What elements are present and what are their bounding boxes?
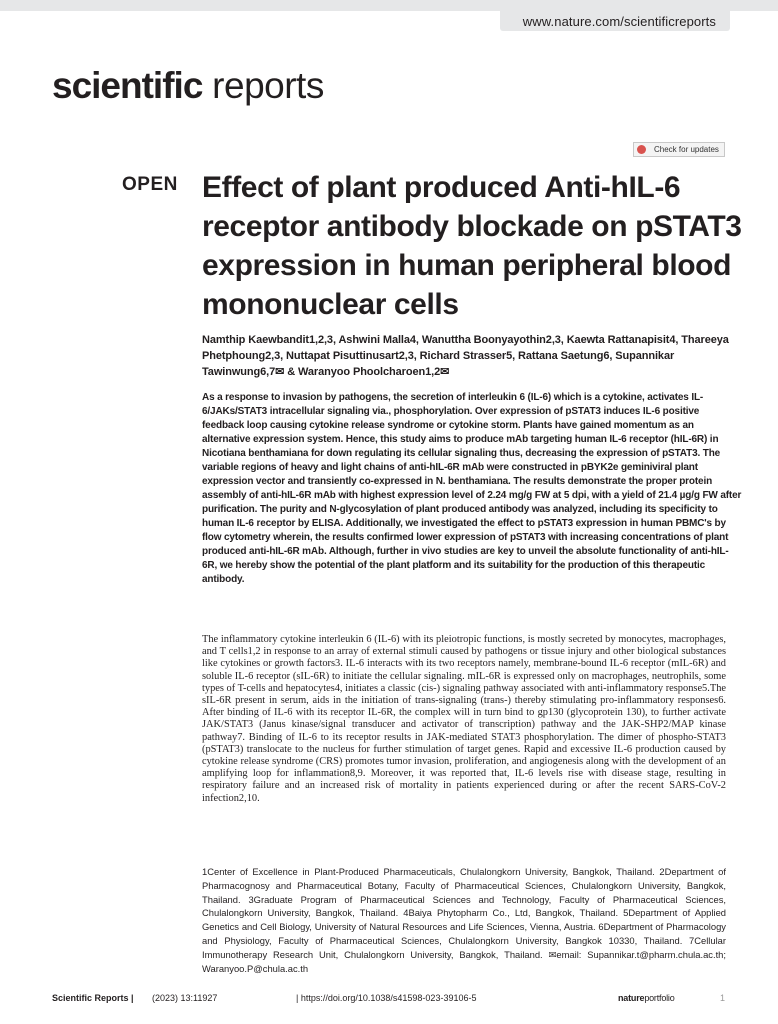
author-list: Namthip Kaewbandit1,2,3, Ashwini Malla4, Wanuttha Boonyayothin2,3, Kaewta Rattanapisit4, Thareeya Phetphoung2,3, Nuttapat Pisuttinusart2,3, Richard Strasser5, Rattana Saetung6, Supannikar Tawinwung6,7✉ & Waranyoo Phoolcharoen1,2✉ [202,334,729,378]
page-footer [52,993,732,1007]
footer-doi-link[interactable]: | https://doi.org/10.1038/s41598-023-39106-5 [296,993,477,1003]
journal-logo-light: reports [202,65,324,106]
open-access-label: OPEN [122,174,178,195]
page-number: 1 [720,993,726,1003]
url-tab [500,0,730,31]
abstract: As a response to invasion by pathogens, the secretion of interleukin 6 (IL-6) which is a cytokine, activates IL-6/JAKs/STAT3 intracellular signaling via., phosphorylation. Over expression of pSTAT3 induces IL-6 positive feedback loop causing cytokine release syndrome or cytokine storm. Plants have gained momentum as an alternative expression system. Hence, this study aims to produce mAb targeting human IL-6 receptor (hIL-6R) in Nicotiana benthamiana for down regulating its cellular signaling thus, decreasing the expression of pSTAT3. The variable regions of heavy and light chains of anti-hIL-6R mAb were constructed in pBYK2e geminiviral plant expression vector and transiently co-expressed in N. benthamiana. The results demonstrate the proper protein assembly of anti-hIL-6R mAb with highest expression level of 2.24 mg/g FW at 5 dpi, with a yield of 21.4 µg/g FW after purification. The purity and N-glycosylation of plant produced antibody was analyzed, including its specificity to human IL-6 receptor by ELISA. Additionally, we investigated the effect to pSTAT3 expression in human PBMC's by flow cytometry wherein, the results confirmed lower expression of pSTAT3 with increasing concentrations of plant produced anti-hIL-6R mAb. Although, further in vivo studies are key to unveil the absolute functionality of anti-hIL-6R, we hereby show the potential of the plant platform and its suitability for the production of this therapeutic antibody. [202,392,742,585]
nature-brand-light: portfolio [644,993,675,1003]
update-icon [637,145,646,154]
journal-logo [52,64,324,108]
journal-logo-bold: scientific [52,65,203,106]
affiliations: 1Center of Excellence in Plant-Produced Pharmaceuticals, Chulalongkorn University, Bangkok, Thailand. 2Department of Pharmacognosy and Pharmaceutical Botany, Faculty of Pharmaceutical Sciences, Chulalongkorn University, Bangkok, Thailand. 3Graduate Program of Pharmaceutical Sciences and Technology, Faculty of Pharmaceutical Sciences, Chulalongkorn University, Bangkok, Thailand. 4Baiya Phytopharm Co., Ltd, Bangkok, Thailand. 5Department of Applied Genetics and Cell Biology, University of Natural Resources and Life Sciences, Vienna, Austria. 6Department of Pharmacology and Physiology, Faculty of Pharmaceutical Sciences, Chulalongkorn University, Bangkok 10330, Thailand. 7Cellular Immunotherapy Research Unit, Chulalongkorn University, Bangkok, Thailand. ✉email: Supannikar.t@pharm.chula.ac.th; Waranyoo.P@chula.ac.th [202,866,726,974]
footer-journal: Scientific Reports | [52,993,134,1003]
check-for-updates-button[interactable] [633,142,725,157]
article-title: Effect of plant produced Anti-hIL-6 receptor antibody blockade on pSTAT3 expression in human peripheral blood mononuclear cells [202,171,742,321]
body-text: The inflammatory cytokine interleukin 6 (IL-6) with its pleiotropic functions, is mostly secreted by monocytes, macrophages, and T cells1,2 in response to an array of external stimuli caused by pathogens or tissue injury and other biological substances like cytokines or growth factors3. IL-6 interacts with its two receptors namely, membrane-bound IL-6 receptor (mIL-6R) and soluble IL-6 receptor (sIL-6R) to initiate the cellular signaling. mIL-6R is expressed only on macrophages, neutrophils, some types of T-cells and hepatocytes4, initiates a classic (cis-) signaling pathway associated with anti-inflammatory response5.The sIL-6R present in serum, aids in the initiation of trans-signaling (trans-) thereby stimulating pro-inflammatory responses6. After binding of IL-6 with its receptor IL-6R, the complex will in turn bind to gp130 (glycoprotein 130), to further activate JAK/STAT3 (Janus kinase/signal transducer and activator of transcription) pathway and the JAK-SHP2/MAP kinase pathway7. Binding of IL-6 to its receptor results in JAK-mediated STAT3 phosphorylation. The dimer of phospho-STAT3 (pSTAT3) translocate to the nucleus for further stimulation of target genes. Rapid and excessive IL-6 production caused by cytokine release syndrome (CRS) promotes tumor invasion, proliferation, and angiogenesis along with the development of an amplifying loop for inflammation8,9. Moreover, it was reported that, IL-6 levels rise with disease stage, resulting in respiratory failure and an increased risk of mortality in patients experienced during or after the recent SARS-CoV-2 infection2,10. [202,634,727,804]
check-for-updates-label: Check for updates [654,145,719,154]
nature-portfolio-logo [618,993,675,1003]
journal-url[interactable]: www.nature.com/scientificreports [522,14,716,29]
footer-year-volume: (2023) 13:11927 [152,993,218,1003]
nature-brand-bold: nature [618,993,645,1003]
